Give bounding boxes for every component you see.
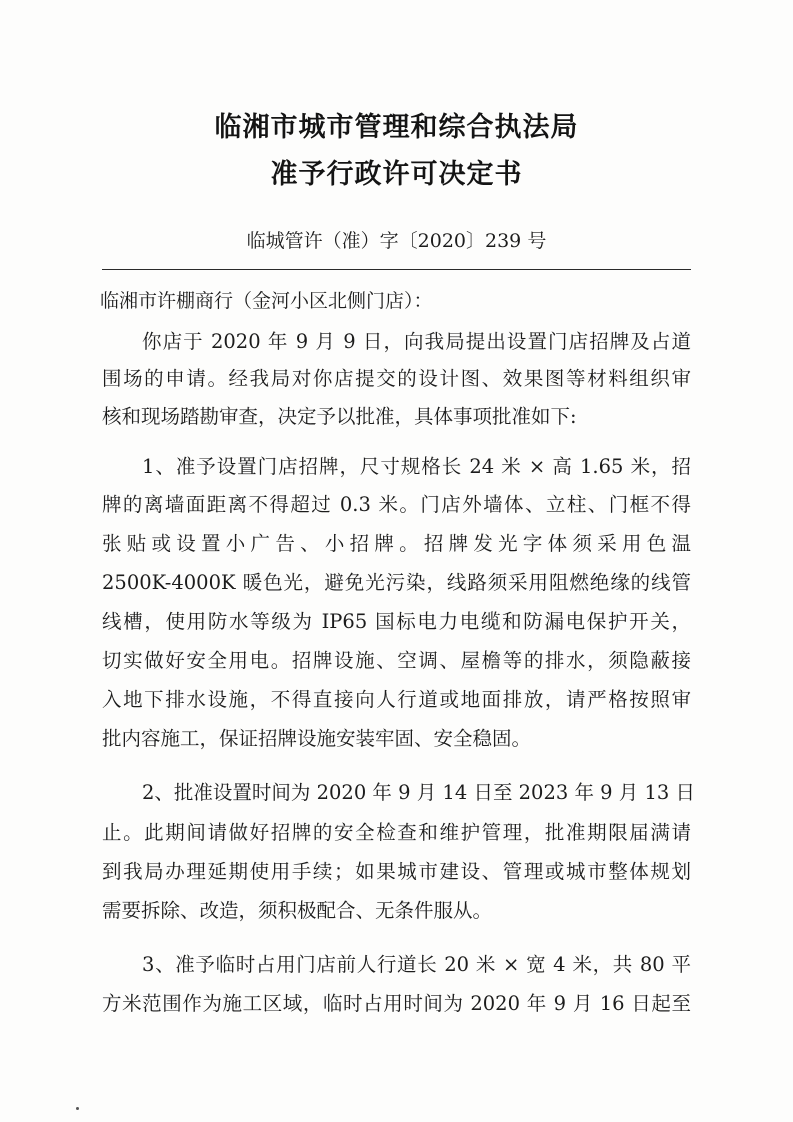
body-line: 张贴或设置小广告、小招牌。招牌发光字体须采用色温 <box>102 532 691 555</box>
document-title-line2: 准予行政许可决定书 <box>270 159 523 190</box>
body-line: 2500K-4000K 暖色光，避免光污染，线路须采用阻燃绝缘的线管 <box>102 571 691 594</box>
scan-speck <box>76 1107 79 1110</box>
body-line: 围场的申请。经我局对你店提交的设计图、效果图等材料组织审 <box>102 367 691 390</box>
body-line: 1、准予设置门店招牌，尺寸规格长 24 米 × 高 1.65 米，招 <box>142 455 691 478</box>
body-line: 牌的离墙面距离不得超过 0.3 米。门店外墙体、立柱、门框不得 <box>102 493 691 516</box>
body-line: 2、批准设置时间为 2020 年 9 月 14 日至 2023 年 9 月 13 日 <box>142 781 695 804</box>
body-line: 止。此期间请做好招牌的安全检查和维护管理，批准期限届满请 <box>102 821 691 844</box>
document-title-line1: 临湘市城市管理和综合执法局 <box>214 112 579 143</box>
body-line: 线槽，使用防水等级为 IP65 国标电力电缆和防漏电保护开关， <box>102 610 691 633</box>
body-line: 切实做好安全用电。招牌设施、空调、屋檐等的排水，须隐蔽接 <box>102 649 691 672</box>
body-line: 批内容施工，保证招牌设施安装牢固、安全稳固。 <box>102 727 532 750</box>
body-line: 你店于 2020 年 9 月 9 日，向我局提出设置门店招牌及占道 <box>142 330 691 353</box>
body-line: 3、准予临时占用门店前人行道长 20 米 × 宽 4 米，共 80 平 <box>142 953 691 976</box>
header-divider <box>102 269 691 270</box>
document-number: 临城管许（准）字〔2020〕239 号 <box>246 230 547 252</box>
body-line: 核和现场踏勘审查，决定予以批准，具体事项批准如下: <box>102 405 577 428</box>
body-line: 到我局办理延期使用手续；如果城市建设、管理或城市整体规划 <box>102 860 691 883</box>
body-line: 方米范围作为施工区域，临时占用时间为 2020 年 9 月 16 日起至 <box>102 992 691 1015</box>
body-line: 入地下排水设施，不得直接向人行道或地面排放，请严格按照审 <box>102 688 691 711</box>
addressee: 临湘市许棚商行（金河小区北侧门店）： <box>100 290 433 312</box>
body-line: 需要拆除、改造，须积极配合、无条件服从。 <box>102 899 493 922</box>
